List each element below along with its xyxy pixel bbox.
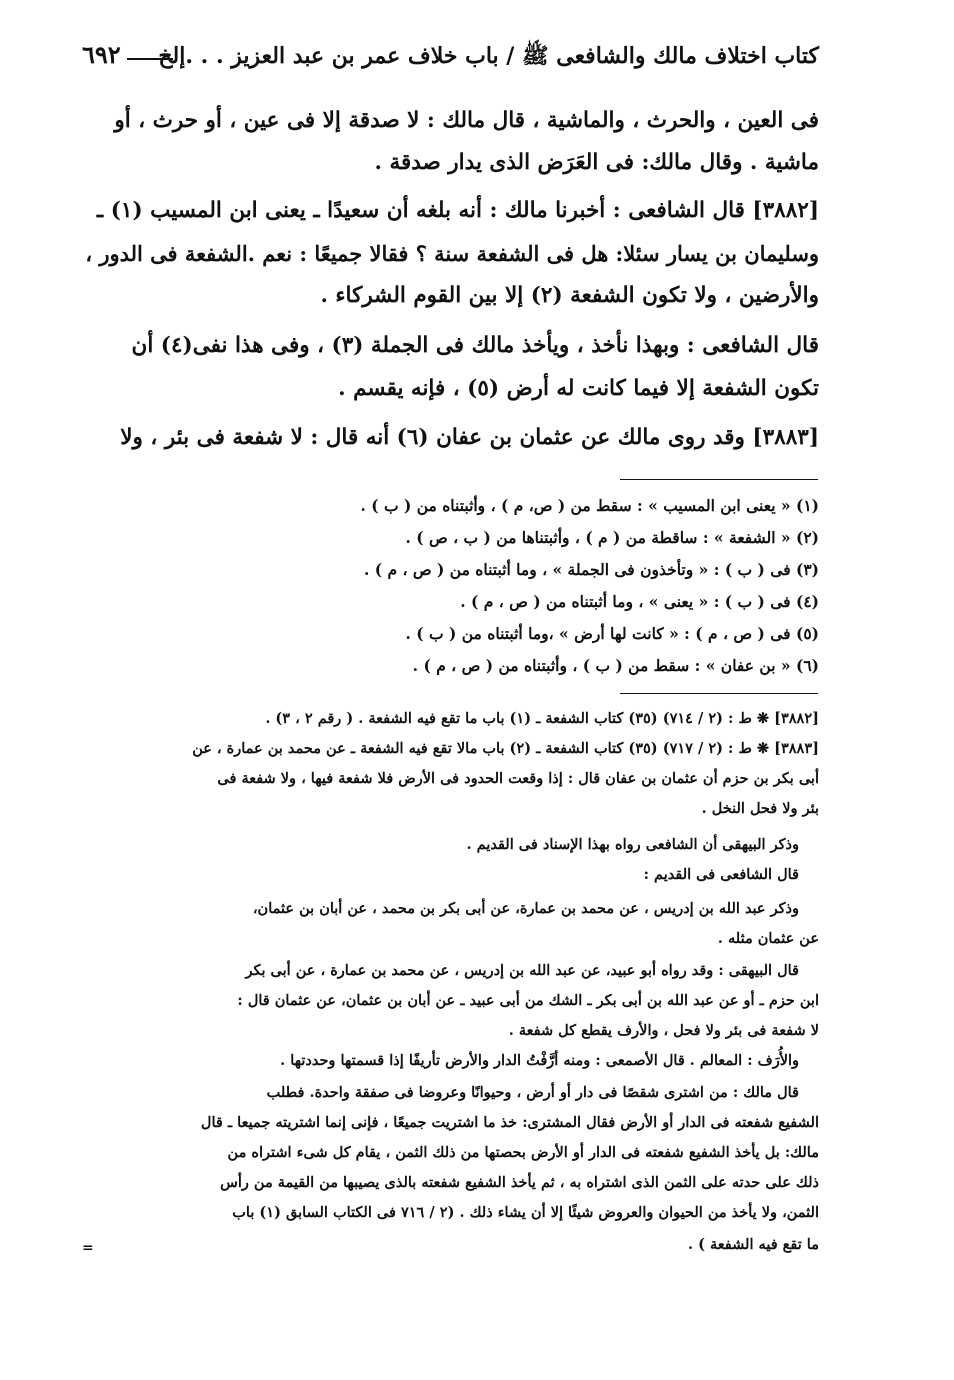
footnote-rule	[620, 479, 818, 480]
commentary-line: الثمن، ولا يأخذ من الحيوان والعروض شيئًا إلا أن يشاء ذلك . (٢ / ٧١٦ فى الكتاب السابق (١) باب	[232, 1204, 819, 1221]
footnote: (٥) فى ( ص ، م ) : « كانت لها أرض » ،وما أثبتناه من ( ب ) .	[405, 624, 819, 643]
main-text-line: وسليمان بن يسار سئلا: هل فى الشفعة سنة ؟ فقالا جميعًا : نعم .الشفعة فى الدور ،	[85, 241, 819, 266]
commentary-line: قال الشافعى فى القديم :	[643, 866, 799, 883]
commentary-line: وذكر البيهقى أن الشافعى رواه بهذا الإسناد فى القديم .	[466, 836, 799, 853]
main-text-line: تكون الشفعة إلا فيما كانت له أرض (٥) ، فإنه يقسم .	[338, 376, 819, 401]
main-text-line: [٣٨٨٢] قال الشافعى : أخبرنا مالك : أنه بلغه أن سعيدًا ـ يعنى ابن المسيب (١) ـ	[96, 198, 819, 223]
footnote: (٤) فى ( ب ) : « يعنى » ، وما أثبتناه من ( ص ، م ) .	[460, 592, 819, 611]
commentary-line: ذلك على حدته على الثمن الذى اشتراه به ، ثم يأخذ الشفيع شفعته بالذى يصيبها من القيمة من رأس	[220, 1174, 819, 1191]
continuation-mark: =	[82, 1240, 94, 1256]
commentary-line: الشفيع شفعته فى الدار أو الأرض فقال المشترى: خذ ما اشتريت جميعًا ، فإنى إنما اشتريته جميعا ـ قال	[200, 1114, 819, 1131]
footnote: (٣) فى ( ب ) : « وتأخذون فى الجملة » ، وما أثبتناه من ( ص ، م ) .	[364, 560, 819, 579]
commentary-line: والأُرَف : المعالم . قال الأصمعى : ومنه أرَّفْتُ الدار والأرض تأريفًا إذا قسمتها وحددتها .	[280, 1052, 799, 1069]
commentary-line: عن عثمان مثله .	[717, 930, 819, 947]
footnote: (٦) « بن عفان » : سقط من ( ب ) ، وأثبتناه من ( ص ، م ) .	[412, 656, 819, 675]
main-text-line: والأرضين ، ولا تكون الشفعة (٢) إلا بين القوم الشركاء .	[320, 283, 819, 308]
commentary-line: [٣٨٨٢] ❋ ط : (٢ / ٧١٤) (٣٥) كتاب الشفعة ـ (١) باب ما تقع فيه الشفعة . ( رقم ٢ ، ٣) .	[265, 710, 819, 727]
footnote: (٢) « الشفعة » : ساقطة من ( م ) ، وأثبتناها من ( ب ، ص ) .	[405, 528, 819, 547]
main-text-line: قال الشافعى : وبهذا نأخذ ، ويأخذ مالك فى الجملة (٣) ، وفى هذا نفى(٤) أن	[131, 333, 819, 358]
main-text-line: فى العين ، والحرث ، والماشية ، قال مالك : لا صدقة إلا فى عين ، أو حرث ، أو	[114, 108, 819, 133]
commentary-line: أبى بكر بن حزم أن عثمان بن عفان قال : إذا وقعت الحدود فى الأرض فلا شفعة فيها ، ولا شفعة فى	[217, 770, 819, 787]
footnote: (١) « يعنى ابن المسيب » : سقط من ( ص، م ) ، وأثبتناه من ( ب ) .	[360, 496, 819, 515]
commentary-line: ابن حزم ـ أو عن عبد الله بن أبى بكر ـ الشك من أبى عبيد ـ عن أبان بن عثمان، عن عثمان قال :	[237, 992, 819, 1009]
commentary-line: بئر ولا فحل النخل .	[701, 800, 819, 817]
running-header: كتاب اختلاف مالك والشافعى ﷺ / باب خلاف عمر بن عبد العزيز . . .إلخ	[158, 43, 819, 69]
commentary-rule	[620, 693, 818, 694]
commentary-line: لا شفعة فى بئر ولا فحل ، والأرف يقطع كل شفعة .	[508, 1022, 819, 1039]
main-text-line: [٣٨٨٣] وقد روى مالك عن عثمان بن عفان (٦) أنه قال : لا شفعة فى بئر ، ولا	[120, 425, 819, 450]
commentary-line: [٣٨٨٣] ❋ ط : (٢ / ٧١٧) (٣٥) كتاب الشفعة ـ (٢) باب مالا تقع فيه الشفعة ـ عن محمد بن عمارة ، عن	[192, 740, 819, 757]
commentary-line: وذكر عبد الله بن إدريس ، عن محمد بن عمارة، عن أبى بكر بن محمد ، عن أبان بن عثمان،	[252, 900, 799, 917]
page-number: ٦٩٢	[82, 40, 121, 69]
commentary-line: قال البيهقى : وقد رواه أبو عبيد، عن عبد الله بن إدريس ، عن محمد بن عمارة ، عن أبى بكر	[245, 962, 799, 979]
commentary-line: ما تقع فيه الشفعة ) .	[688, 1236, 819, 1253]
commentary-line: مالك: بل يأخذ الشفيع شفعته فى الدار أو الأرض بحصتها من ذلك الثمن ، يقام كل شىء اشتراه من	[227, 1144, 819, 1161]
main-text-line: ماشية . وقال مالك: فى العَرَض الذى يدار صدقة .	[374, 150, 819, 175]
commentary-line: قال مالك : من اشترى شقصًا فى دار أو أرض ، وحيوانًا وعروضا فى صفقة واحدة. فطلب	[266, 1084, 799, 1101]
